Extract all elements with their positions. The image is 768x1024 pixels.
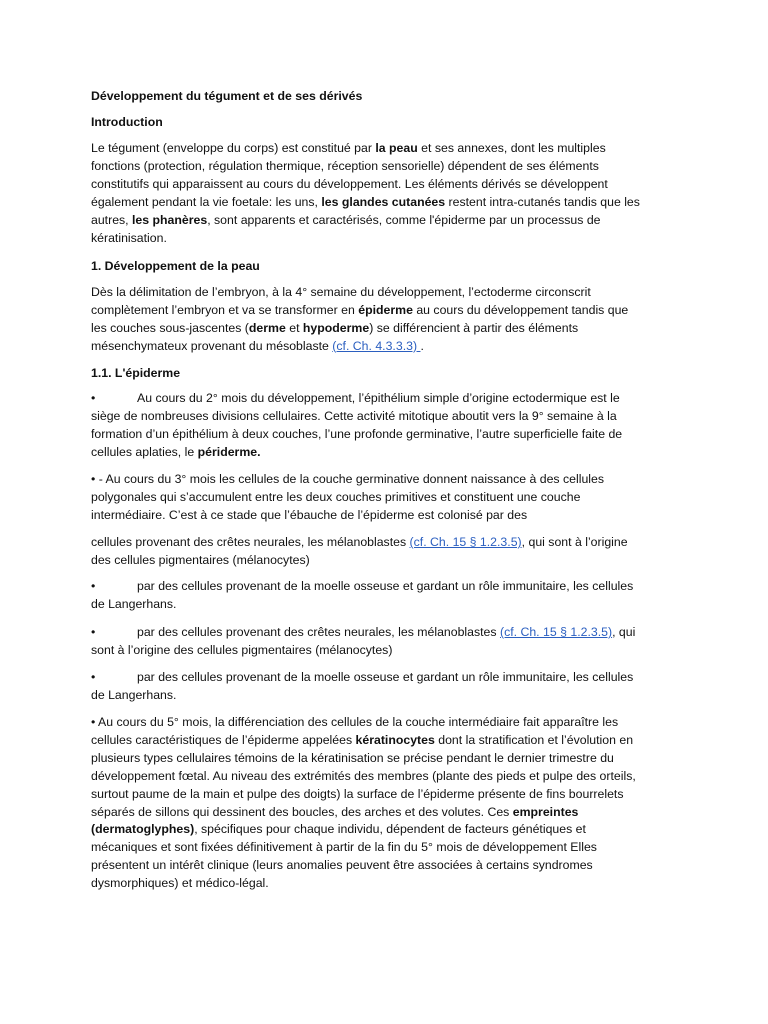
text: et xyxy=(285,320,303,335)
bold-term: les phanères xyxy=(132,212,208,227)
text: également pendant la vie foetale: les uns, xyxy=(91,194,322,209)
text: par des cellules provenant des crêtes neurales, les mélanoblastes xyxy=(137,625,500,639)
text: présentent un intérêt clinique (leurs anomalies peuvent être associées à certains syndromes xyxy=(91,858,593,873)
text: plusieurs types cellulaires témoins de la kératinisation se précise pendant le dernier trimestre du xyxy=(91,750,614,765)
text: , sont apparents et caractérisés, comme l'épiderme par un processus de xyxy=(207,212,601,227)
text: cellules aplaties, le xyxy=(91,444,198,459)
text: complètement l’embryon et va se transformer en xyxy=(91,302,359,317)
text: mécaniques et sont fixées définitivement à partir de la fin du 5° mois de développement Elles xyxy=(91,840,597,855)
section-1-paragraph xyxy=(91,284,691,356)
bullet-paragraph xyxy=(91,578,691,614)
bold-term: épiderme xyxy=(358,302,413,317)
bullet-paragraph xyxy=(91,624,691,660)
document-title: Développement du tégument et de ses dérivés xyxy=(91,89,363,103)
text: les couches sous-jascentes ( xyxy=(91,320,249,335)
bullet-paragraph xyxy=(91,669,691,705)
bold-term: les glandes cutanées xyxy=(321,194,446,209)
cross-reference-link[interactable]: (cf. Ch. 4.3.3.3) xyxy=(332,338,421,353)
cross-reference-link[interactable]: (cf. Ch. 15 § 1.2.3.5) xyxy=(499,625,613,639)
text: polygonales qui s’accumulent entre les deux couches primitives et constituent une couche xyxy=(91,489,581,504)
cross-reference-link[interactable]: (cf. Ch. 15 § 1.2.3.5) xyxy=(409,535,522,549)
bullet: • xyxy=(91,670,96,684)
paragraph xyxy=(91,534,691,570)
bold-term: (dermatoglyphes) xyxy=(91,822,195,837)
text: autres, xyxy=(91,212,133,227)
bullet: • xyxy=(91,579,96,593)
text: Au cours du 2° mois du développement, l’épithélium simple d’origine ectodermique est le xyxy=(137,391,620,405)
text: Le tégument (enveloppe du corps) est constitué par xyxy=(91,141,376,155)
text: de Langerhans. xyxy=(91,596,177,611)
text: par des cellules provenant de la moelle osseuse et gardant un rôle immunitaire, les cellules xyxy=(137,670,634,684)
text: cellules caractéristiques de l’épiderme appelées xyxy=(91,732,356,747)
text: surtout paume de la main et pulpe des doigts) la surface de l’épiderme présente de fins bourrelets xyxy=(91,786,624,801)
text: des cellules pigmentaires (mélanocytes) xyxy=(91,552,310,567)
text: ) se différencient à partir des éléments xyxy=(369,320,579,335)
text: fonctions (protection, régulation thermique, réception sensorielle) dépendent de ses éléments xyxy=(91,158,599,173)
text: de Langerhans. xyxy=(91,687,177,702)
text: cellules provenant des crêtes neurales, les mélanoblastes xyxy=(91,535,410,549)
text: développement fœtal. Au niveau des extrémités des membres (plante des pieds et pulpe des orteils, xyxy=(91,768,636,783)
text: et ses annexes, dont les multiples xyxy=(417,141,606,155)
section-1-1-heading: 1.1. L'épiderme xyxy=(91,366,181,380)
bold-term: empreintes xyxy=(512,804,579,819)
text: kératinisation. xyxy=(91,230,167,245)
text: . xyxy=(420,338,424,353)
text: Dès la délimitation de l’embryon, à la 4° semaine du développement, l’ectoderme circonscrit xyxy=(91,285,591,299)
text: formation d’un épithélium à deux couches, l’une profonde germinative, l’autre superficielle faite de xyxy=(91,426,623,441)
text: , qui xyxy=(612,625,636,639)
text: constitutifs qui apparaissent au cours du développement. Les éléments dérivés se développent xyxy=(91,176,608,191)
text: au cours du développement tandis que xyxy=(412,302,629,317)
paragraph xyxy=(91,471,691,525)
text: siège de nombreuses divisions cellulaires. Cette activité mitotique aboutit vers la 9° semaine à la xyxy=(91,408,617,423)
introduction-paragraph xyxy=(91,140,691,247)
text: par des cellules provenant de la moelle osseuse et gardant un rôle immunitaire, les cellules xyxy=(137,579,634,593)
bullet: • xyxy=(91,391,96,405)
text: • - Au cours du 3° mois les cellules de la couche germinative donnent naissance à des cellules xyxy=(91,472,604,486)
bold-term: hypoderme xyxy=(302,320,370,335)
bullet-paragraph xyxy=(91,390,691,462)
text: • Au cours du 5° mois, la différenciation des cellules de la couche intermédiaire fait apparaître les xyxy=(91,715,619,729)
bold-term: périderme. xyxy=(197,444,261,459)
text: , qui sont à l’origine xyxy=(521,535,628,549)
text: dysmorphiques) et médico-légal. xyxy=(91,876,269,891)
text: mésenchymateux provenant du mésoblaste xyxy=(91,338,333,353)
paragraph xyxy=(91,714,691,893)
bullet: • xyxy=(91,625,96,639)
bold-term: kératinocytes xyxy=(355,732,435,747)
text: restent intra-cutanés tandis que les xyxy=(445,194,640,209)
bold-term: la peau xyxy=(375,141,418,155)
section-1-heading: 1. Développement de la peau xyxy=(91,259,260,273)
introduction-heading: Introduction xyxy=(91,115,163,129)
text: dont la stratification et l’évolution en xyxy=(434,732,634,747)
bold-term: derme xyxy=(248,320,286,335)
text: intermédiaire. C’est à ce stade que l’ébauche de l’épiderme est colonisé par des xyxy=(91,507,528,522)
text: séparés de sillons qui dessinent des boucles, des arches et des volutes. Ces xyxy=(91,804,513,819)
text: sont à l’origine des cellules pigmentaires (mélanocytes) xyxy=(91,642,393,657)
text: , spécifiques pour chaque individu, dépendent de facteurs génétiques et xyxy=(194,822,586,837)
